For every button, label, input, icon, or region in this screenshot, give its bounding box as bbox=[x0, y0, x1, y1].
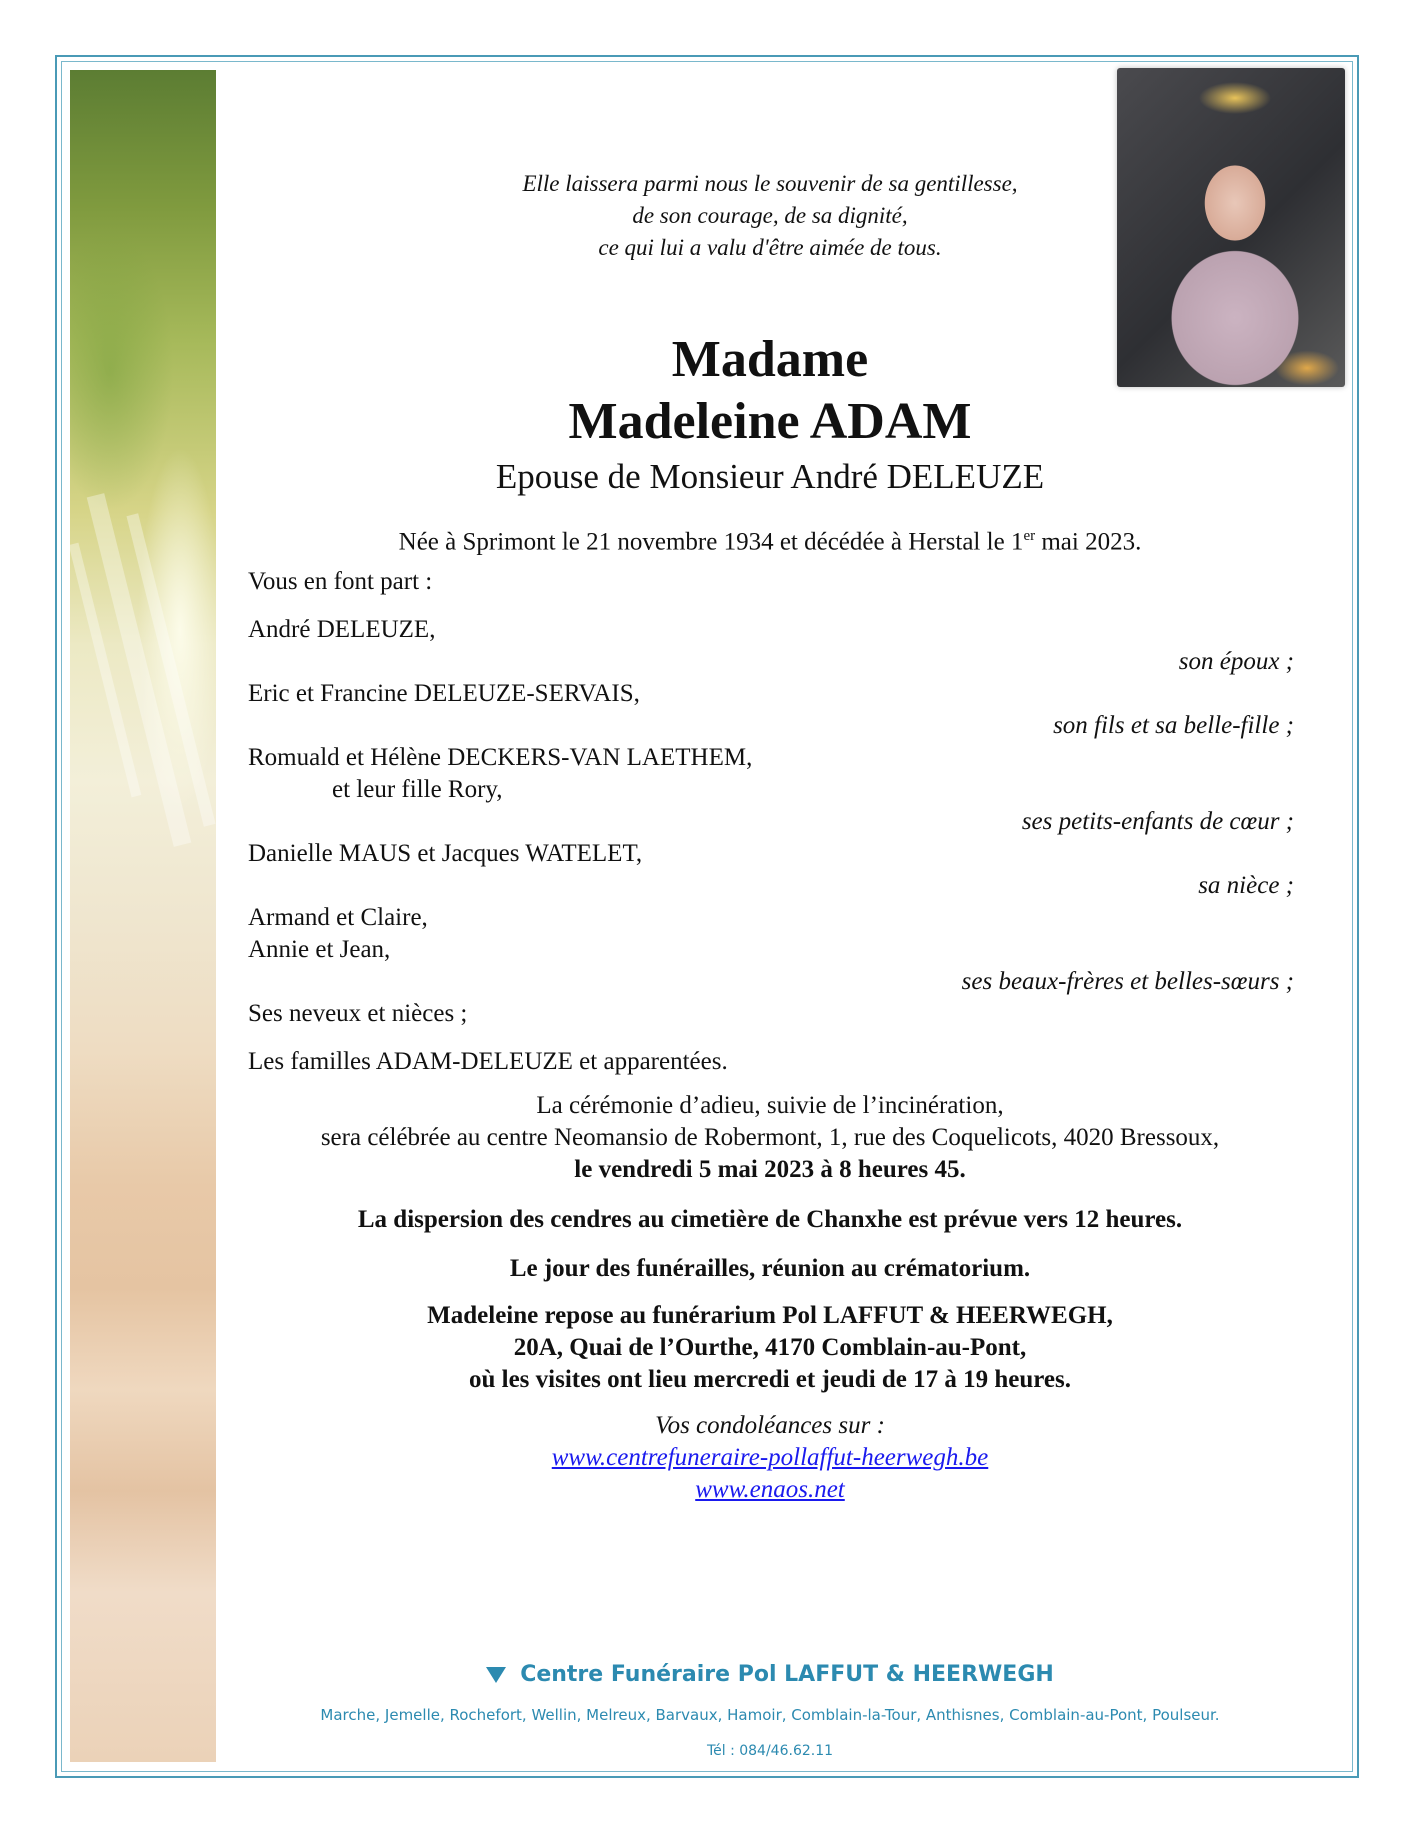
forest-path-banner-image bbox=[70, 70, 216, 1762]
dates-text-end: mai 2023. bbox=[1035, 528, 1142, 556]
family-name: Armand et Claire, bbox=[248, 904, 428, 931]
deceased-title: Madame bbox=[671, 331, 869, 388]
family-relation: sa nièce ; bbox=[1198, 872, 1294, 899]
family-name: et leur fille Rory, bbox=[332, 776, 503, 803]
condolences-label: Vos condoléances sur : bbox=[655, 1412, 885, 1439]
family-name: André DELEUZE, bbox=[248, 616, 436, 643]
ceremony-line: sera célébrée au centre Neomansio de Robermont, 1, rue des Coquelicots, 4020 Bressoux, bbox=[320, 1124, 1220, 1151]
quote-line: Elle laissera parmi nous le souvenir de sa gentillesse, bbox=[522, 171, 1018, 196]
condolences-link-funeral-center[interactable]: www.centrefuneraire-pollaffut-heerwegh.be bbox=[551, 1444, 989, 1471]
memorial-quote bbox=[230, 168, 1310, 264]
family-name: Annie et Jean, bbox=[248, 936, 391, 963]
footer-title-text: Centre Funéraire Pol LAFFUT & HEERWEGH bbox=[520, 1662, 1054, 1687]
family-name: Eric et Francine DELEUZE-SERVAIS, bbox=[248, 680, 640, 707]
ash-dispersion-info: La dispersion des cendres au cimetière de Chanxhe est prévue vers 12 heures. bbox=[357, 1206, 1183, 1233]
condolences-link-enaos[interactable]: www.enaos.net bbox=[695, 1476, 845, 1503]
nephews-line: Ses neveux et nièces ; bbox=[248, 1000, 468, 1027]
family-relation: ses beaux-frères et belles-sœurs ; bbox=[961, 968, 1294, 995]
deceased-name: Madeleine ADAM bbox=[568, 393, 972, 450]
footer-phone: Tél : 084/46.62.11 bbox=[706, 1743, 834, 1759]
quote-line: de son courage, de sa dignité, bbox=[632, 203, 908, 228]
ceremony-line: La cérémonie d’adieu, suivie de l’incinération, bbox=[536, 1092, 1004, 1119]
repose-line: où les visites ont lieu mercredi et jeudi de 17 à 19 heures. bbox=[468, 1366, 1072, 1393]
announcement-intro: Vous en font part : bbox=[248, 568, 433, 595]
triangle-down-icon bbox=[486, 1667, 506, 1683]
family-relation: son fils et sa belle-fille ; bbox=[1053, 712, 1294, 739]
ceremony-date: le vendredi 5 mai 2023 à 8 heures 45. bbox=[574, 1156, 966, 1183]
repose-line: 20A, Quai de l’Ourthe, 4170 Comblain-au-Pont, bbox=[513, 1334, 1027, 1361]
family-relation: ses petits-enfants de cœur ; bbox=[1021, 808, 1294, 835]
families-line: Les familles ADAM-DELEUZE et apparentées. bbox=[248, 1048, 728, 1075]
quote-line: ce qui lui a valu d'être aimée de tous. bbox=[598, 235, 942, 260]
dates-superscript: er bbox=[1023, 528, 1036, 544]
footer-title bbox=[230, 1660, 1310, 1690]
reunion-info: Le jour des funérailles, réunion au crématorium. bbox=[509, 1255, 1031, 1282]
condolences-section bbox=[230, 1410, 1310, 1506]
funeral-home-info bbox=[230, 1300, 1310, 1396]
dates-text: Née à Sprimont le 21 novembre 1934 et décédée à Herstal le 1 bbox=[398, 528, 1024, 556]
spouse-line: Epouse de Monsieur André DELEUZE bbox=[495, 457, 1045, 496]
ceremony-info bbox=[230, 1090, 1310, 1186]
birth-death-dates bbox=[230, 520, 1310, 558]
family-name: Danielle MAUS et Jacques WATELET, bbox=[248, 840, 643, 867]
family-relation: son époux ; bbox=[1178, 648, 1294, 675]
family-name: Romuald et Hélène DECKERS-VAN LAETHEM, bbox=[248, 744, 753, 771]
footer-locations: Marche, Jemelle, Rochefort, Wellin, Melreux, Barvaux, Hamoir, Comblain-la-Tour, Anthisnes, Comblain-au-Pont, Poulseur. bbox=[320, 1706, 1220, 1724]
repose-line: Madeleine repose au funérarium Pol LAFFUT & HEERWEGH, bbox=[427, 1302, 1113, 1329]
